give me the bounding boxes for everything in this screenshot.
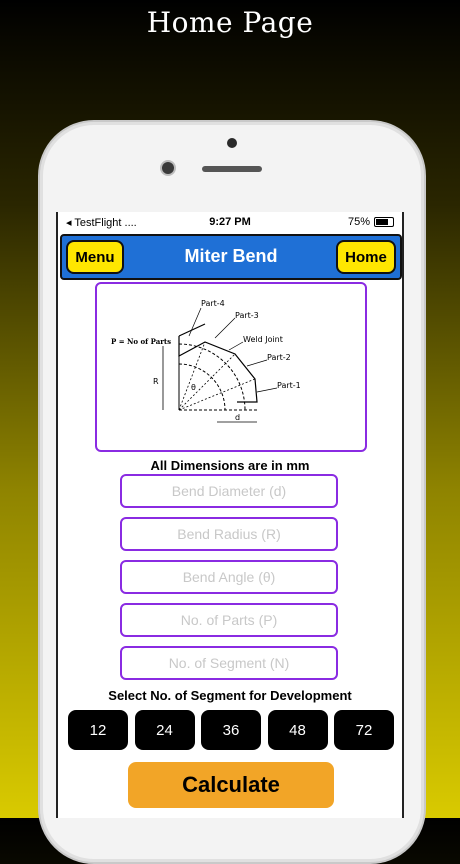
status-bar xyxy=(58,212,402,232)
app-screen xyxy=(56,212,404,818)
nav-bar xyxy=(60,234,402,280)
radial-line-1 xyxy=(179,342,205,410)
battery-percent: 75% xyxy=(347,216,370,228)
part4-label: Part-4 xyxy=(201,299,225,308)
d-label: d xyxy=(235,413,241,422)
part1-label: Part-1 xyxy=(277,381,301,390)
page-title: Miter Bend xyxy=(184,246,278,266)
menu-button[interactable]: Menu xyxy=(66,240,124,274)
bend-angle-field[interactable] xyxy=(120,560,338,594)
part2-leader xyxy=(247,360,267,366)
segment-button-72[interactable]: 72 xyxy=(334,710,394,750)
part4-end-line xyxy=(179,324,205,336)
outer-bend-line xyxy=(179,336,257,402)
weld-leader xyxy=(229,342,243,350)
front-camera-icon xyxy=(162,162,174,174)
dimensions-note: All Dimensions are in mm xyxy=(150,458,310,473)
page-caption: Home Page xyxy=(146,6,314,39)
segment-button-row xyxy=(68,710,394,750)
segments-field[interactable] xyxy=(120,646,338,680)
part2-label: Part-2 xyxy=(267,353,291,362)
radial-line-2 xyxy=(179,354,235,410)
segment-button-12[interactable]: 12 xyxy=(68,710,128,750)
segment-button-24[interactable]: 24 xyxy=(135,710,195,750)
diagram-legend: P = No of Parts xyxy=(111,337,172,346)
status-time: 9:27 PM xyxy=(209,216,251,228)
home-button[interactable]: Home xyxy=(336,240,396,274)
miter-bend-diagram xyxy=(95,282,367,452)
parts-field[interactable] xyxy=(120,603,338,637)
r-label: R xyxy=(153,377,159,386)
part4-leader xyxy=(189,308,201,336)
theta-label: θ xyxy=(191,383,196,392)
calculate-button[interactable]: Calculate xyxy=(128,762,334,808)
segment-button-36[interactable]: 36 xyxy=(201,710,261,750)
segment-button-48[interactable]: 48 xyxy=(268,710,328,750)
part3-label: Part-3 xyxy=(235,311,259,320)
speaker-grille xyxy=(202,166,262,172)
carrier-label: ◂ TestFlight .... xyxy=(66,217,137,229)
part3-leader xyxy=(215,318,235,338)
battery-icon xyxy=(374,217,394,227)
segment-title: Select No. of Segment for Development xyxy=(108,688,352,703)
bend-radius-field[interactable] xyxy=(120,517,338,551)
battery-indicator xyxy=(348,216,394,228)
weld-label: Weld Joint xyxy=(243,335,283,344)
part1-leader xyxy=(257,388,277,392)
bend-diameter-field[interactable] xyxy=(120,474,338,508)
diagram-drawing xyxy=(97,284,365,450)
camera-dot xyxy=(227,138,237,148)
